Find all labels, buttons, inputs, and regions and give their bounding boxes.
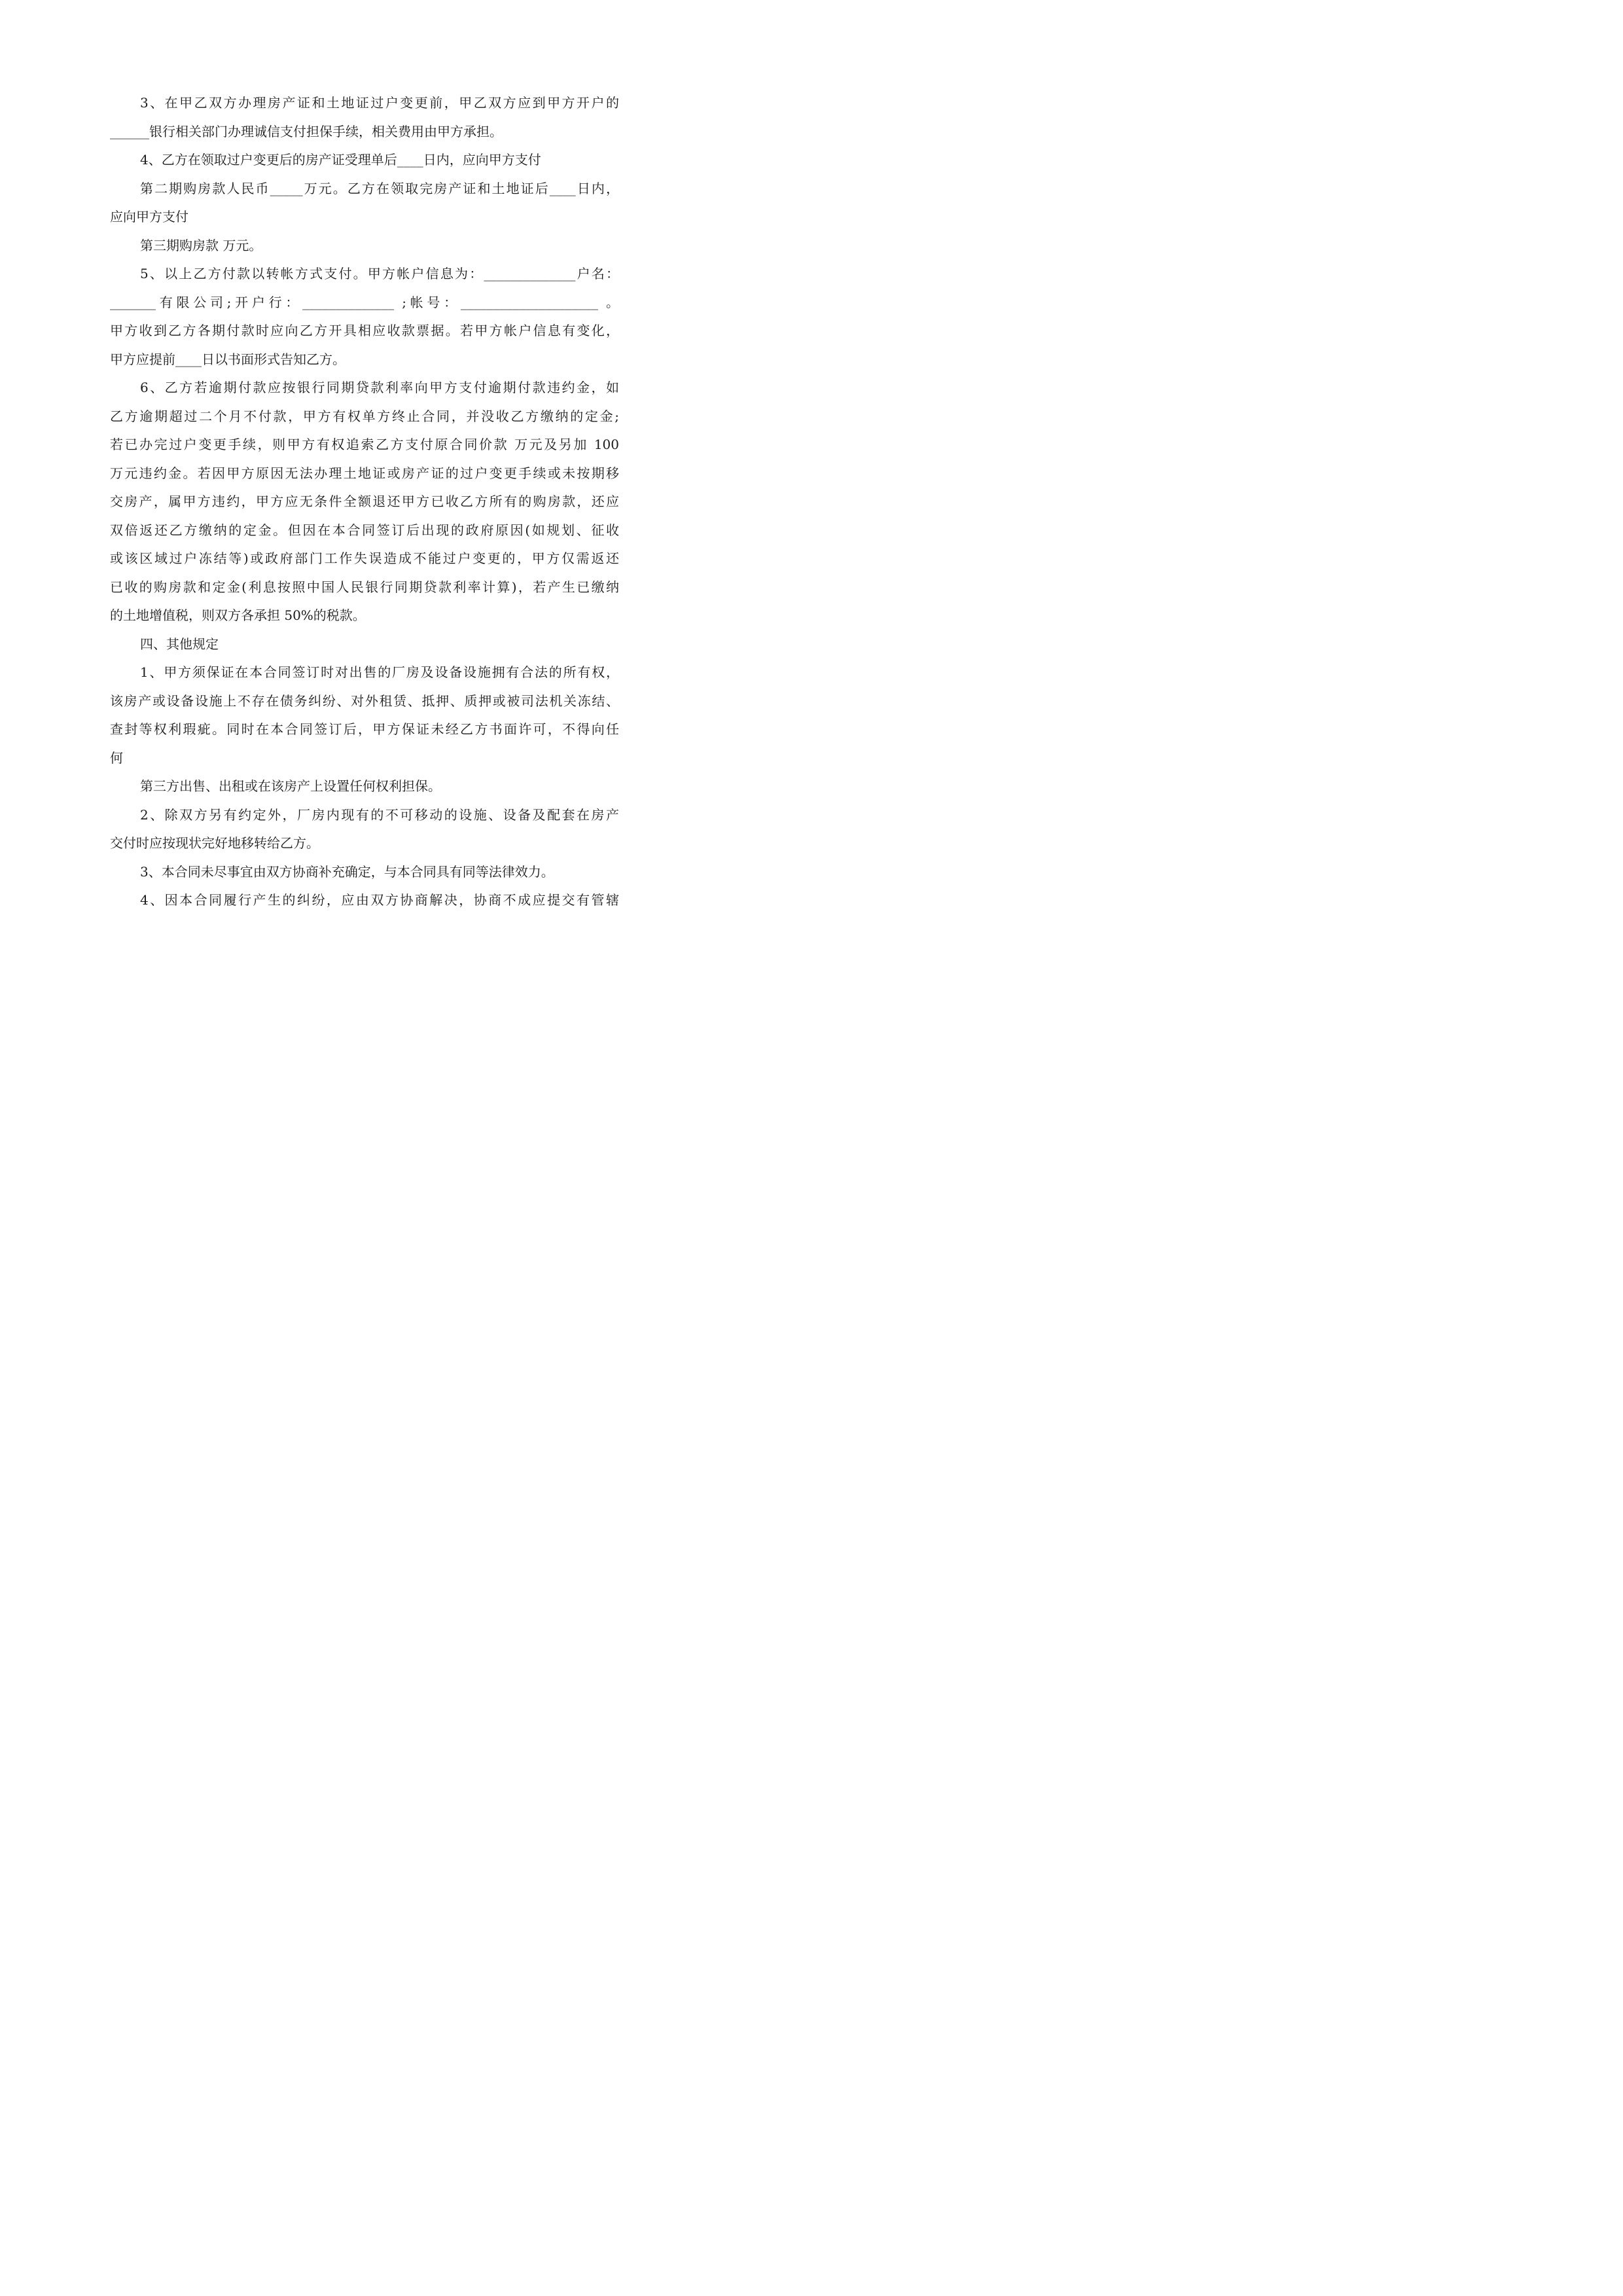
document-page xyxy=(0,0,726,1026)
text-line: 查封等权利瑕疵。同时在本合同签订后，甲方保证未经乙方书面许可，不得向任 xyxy=(110,721,619,737)
text-line: 3、在甲乙双方办理房产证和土地证过户变更前，甲乙双方应到甲方开户的 xyxy=(140,95,619,111)
text-line: 万元违约金。若因甲方原因无法办理土地证或房产证的过户变更手续或未按期移 xyxy=(110,465,619,481)
text-line: 该房产或设备设施上不存在债务纠纷、对外租赁、抵押、质押或被司法机关冻结、 xyxy=(110,692,619,709)
text-line: 6、乙方若逾期付款应按银行同期贷款利率向甲方支付逾期付款违约金，如 xyxy=(140,380,619,395)
text-line: 第二期购房款人民币_____万元。乙方在领取完房产证和土地证后____日内， xyxy=(140,180,619,196)
text-line: 何 xyxy=(110,749,123,766)
text-line: 3、本合同未尽事宜由双方协商补充确定，与本合同具有同等法律效力。 xyxy=(140,863,554,880)
text-line: 双倍返还乙方缴纳的定金。但因在本合同签订后出现的政府原因(如规划、征收 xyxy=(110,522,619,538)
text-line: 5、以上乙方付款以转帐方式支付。甲方帐户信息为：______________户名： xyxy=(140,266,619,281)
text-line: 1、甲方须保证在本合同签订时对出售的厂房及设备设施拥有合法的所有权， xyxy=(140,664,619,680)
text-line: 已收的购房款和定金(利息按照中国人民银行同期贷款利率计算)，若产生已缴纳 xyxy=(110,579,619,595)
text-line: 交房产，属甲方违约，甲方应无条件全额退还甲方已收乙方所有的购房款，还应 xyxy=(110,493,619,509)
text-line: 四、其他规定 xyxy=(140,636,219,652)
text-line: 若已办完过户变更手续，则甲方有权追索乙方支付原合同价款 万元及另加 100 xyxy=(110,437,619,452)
text-line: _______有限公司;开户行：______________ ;帐号：_____________________ 。 xyxy=(110,294,619,310)
text-line: ______银行相关部门办理诚信支付担保手续，相关费用由甲方承担。 xyxy=(110,123,503,139)
text-line: 第三方出售、出租或在该房产上设置任何权利担保。 xyxy=(140,778,441,794)
text-line: 交付时应按现状完好地移转给乙方。 xyxy=(110,835,319,851)
text-line: 甲方收到乙方各期付款时应向乙方开具相应收款票据。若甲方帐户信息有变化， xyxy=(110,323,619,338)
text-line: 的土地增值税，则双方各承担 50%的税款。 xyxy=(110,607,366,623)
text-line: 第三期购房款 万元。 xyxy=(140,237,262,253)
text-line: 2、除双方另有约定外，厂房内现有的不可移动的设施、设备及配套在房产 xyxy=(140,806,619,823)
text-line: 或该区域过户冻结等)或政府部门工作失误造成不能过户变更的，甲方仅需返还 xyxy=(110,550,619,566)
contract-body-text xyxy=(110,89,619,915)
text-line: 乙方逾期超过二个月不付款，甲方有权单方终止合同，并没收乙方缴纳的定金; xyxy=(110,408,619,424)
text-line: 4、因本合同履行产生的纠纷，应由双方协商解决，协商不成应提交有管辖 xyxy=(140,892,619,908)
text-line: 应向甲方支付 xyxy=(110,209,188,224)
text-line: 4、乙方在领取过户变更后的房产证受理单后____日内，应向甲方支付 xyxy=(140,152,541,168)
text-line: 甲方应提前____日以书面形式告知乙方。 xyxy=(110,351,346,367)
